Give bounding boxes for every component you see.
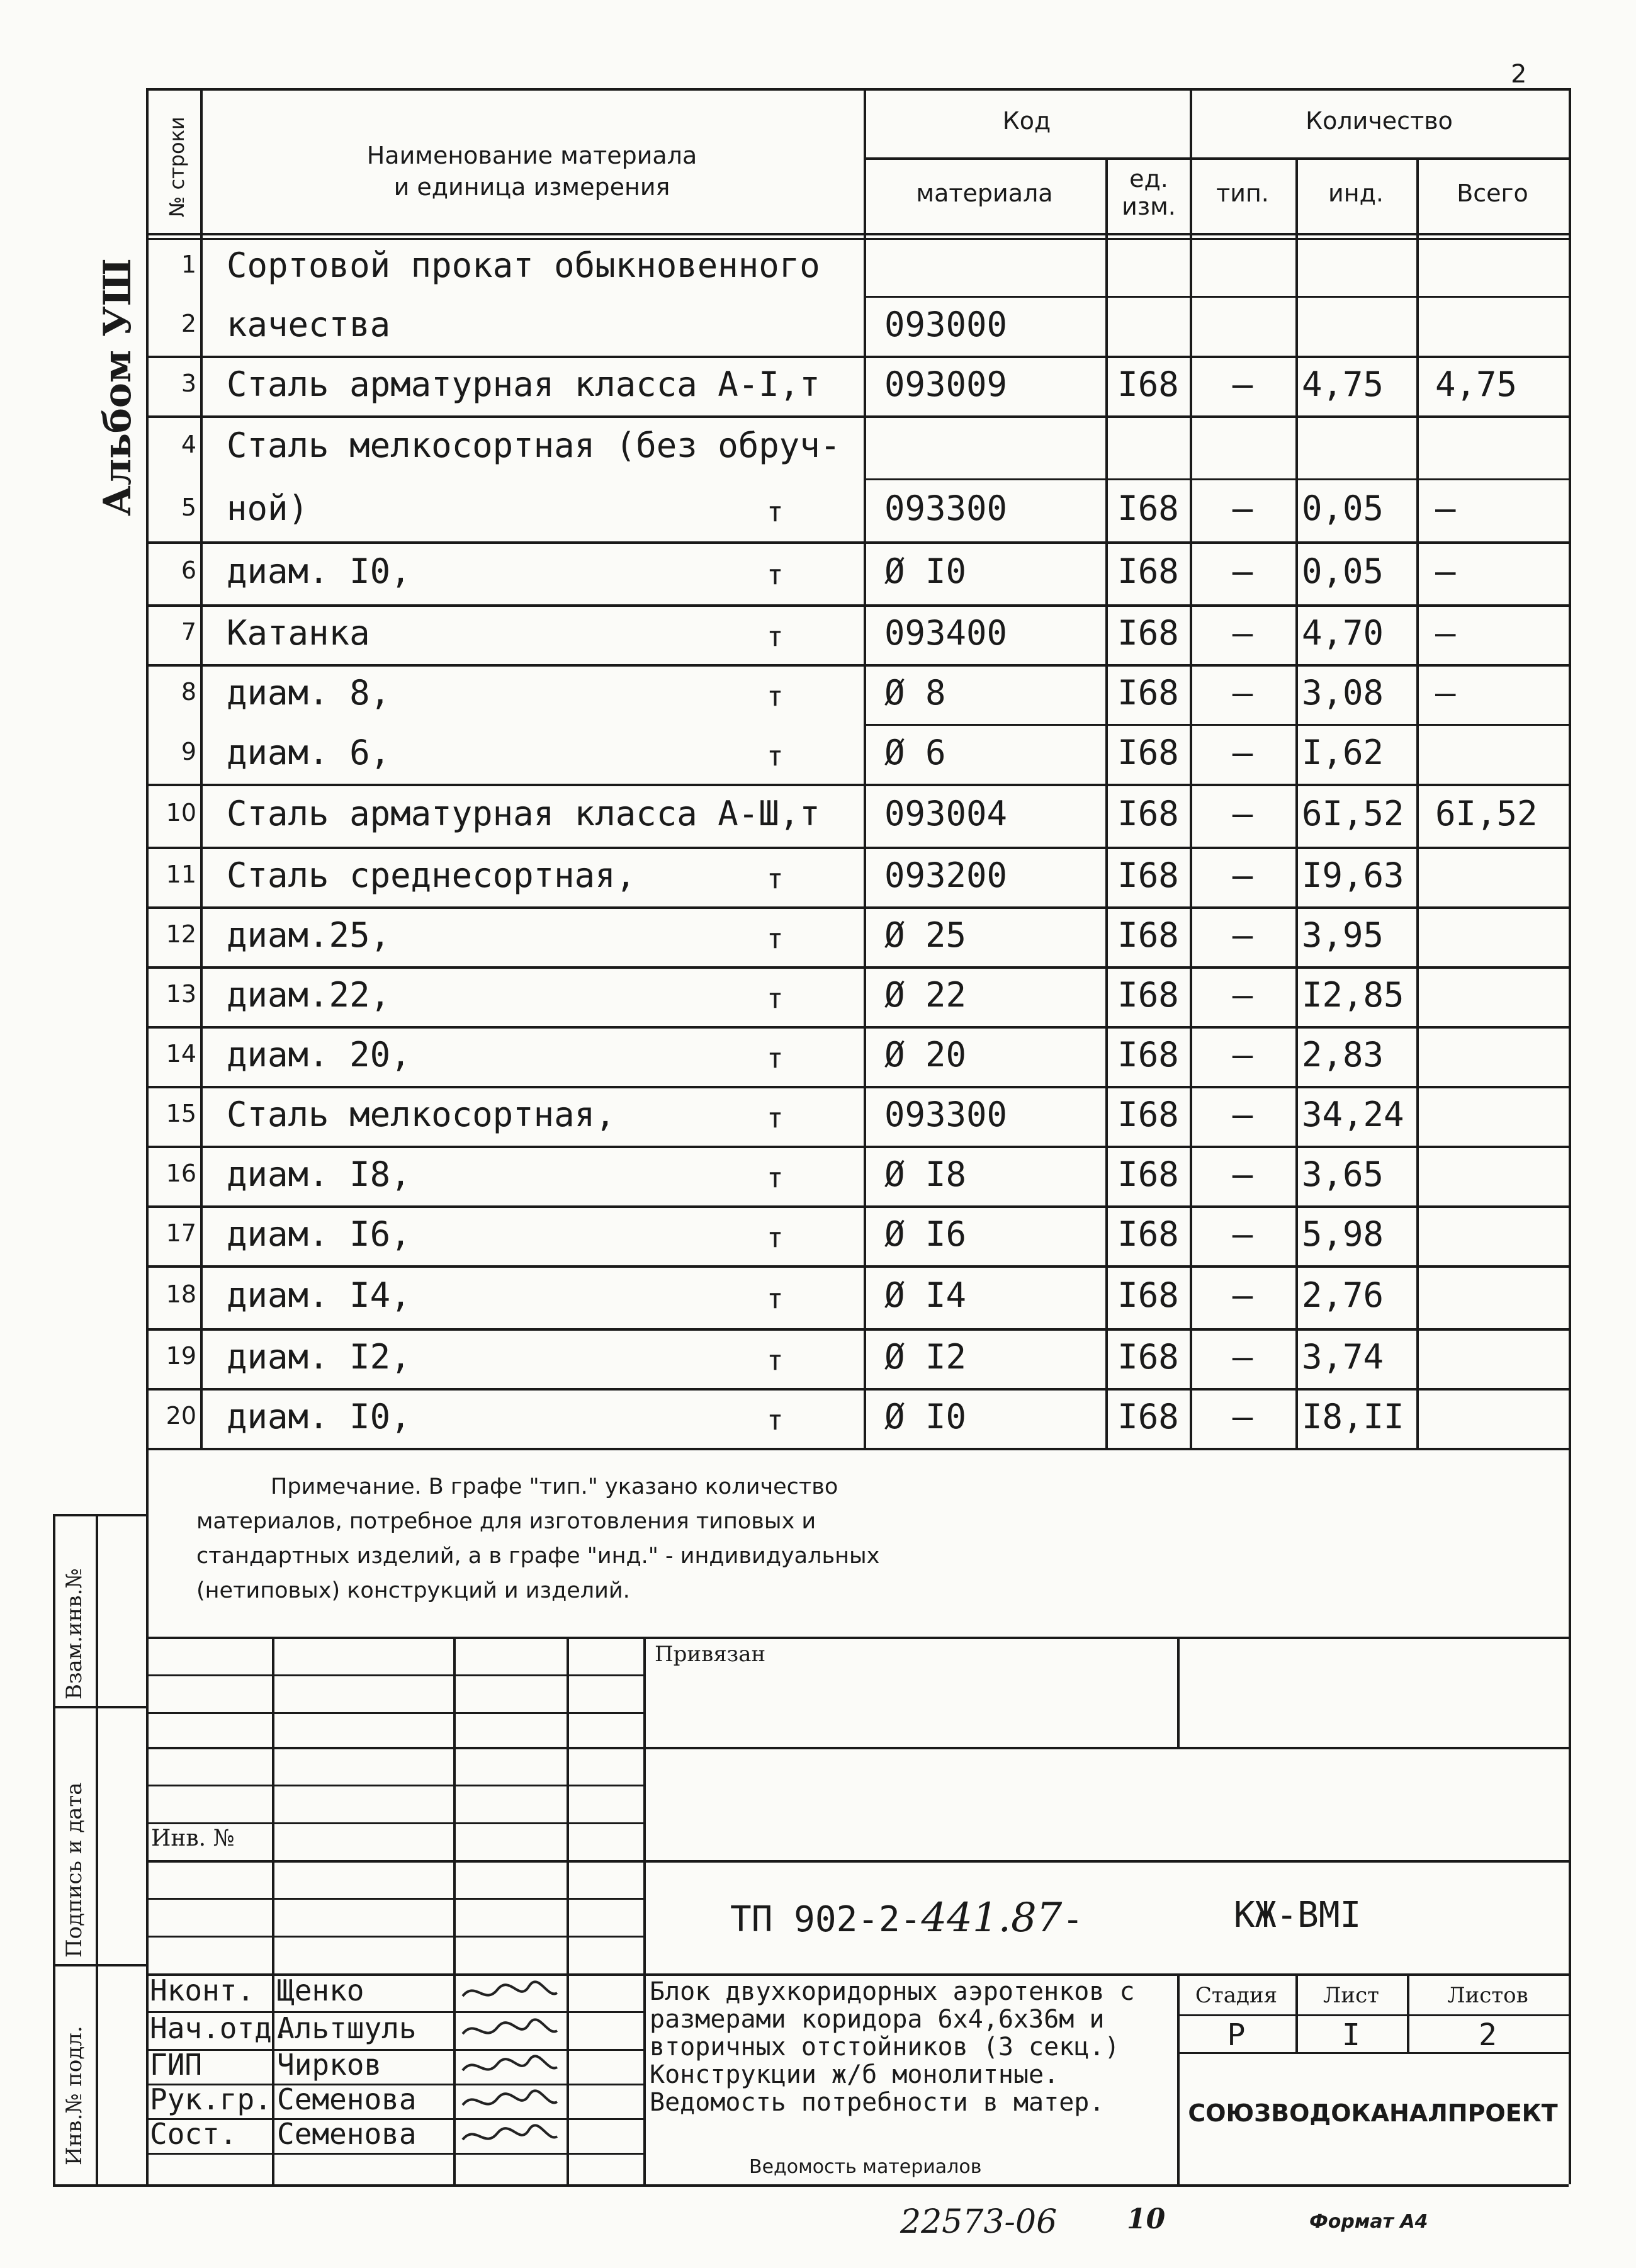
qty-ind: 3,95 [1302,915,1384,955]
signer-role: ГИП [150,2047,203,2082]
qty-typ: – [1232,855,1253,895]
material-code: Ø 22 [884,974,967,1015]
unit-code: I68 [1117,488,1179,528]
sheet-code: КЖ-ВМI [1234,1895,1362,1936]
signer-role: Нконт. [150,1973,255,2007]
material-code: Ø I4 [884,1275,967,1315]
qty-typ: – [1232,1275,1253,1315]
material-name: диам. 8, [227,672,391,713]
unit-code: I68 [1117,612,1179,653]
unit-code: I68 [1117,672,1179,713]
qty-typ: – [1232,732,1253,772]
page-number: 10 [1127,2203,1166,2235]
unit-code: I68 [1117,1336,1179,1377]
unit-code: I68 [1117,1034,1179,1075]
material-unit: т [767,559,784,591]
material-unit: т [767,1283,784,1315]
sheets-label: Листов [1447,1983,1528,2008]
row-number: 9 [181,737,196,765]
stamp-inv-podl: Инв.№ подл. [62,2026,87,2165]
album-label: Альбом УШ [96,258,140,516]
material-code: Ø 20 [884,1034,967,1075]
header-code: Код [1002,107,1051,135]
description-sub: Ведомость материалов [749,2156,982,2178]
doc-code [730,1895,1083,1941]
signer-name: Семенова [277,2082,417,2116]
material-code: Ø I0 [884,1396,967,1436]
material-unit: т [767,740,784,772]
row-number: 20 [166,1401,196,1430]
privyazan-label: Привязан [655,1642,766,1667]
row-number: 13 [166,979,196,1008]
note-line-1: Примечание. В графе "тип." указано количество [271,1474,838,1499]
qty-total: – [1435,672,1456,713]
signer-name: Чирков [277,2047,382,2082]
material-name: диам. I2, [227,1336,411,1377]
qty-typ: – [1232,1214,1253,1254]
qty-typ: – [1232,1396,1253,1436]
qty-ind: I8,II [1302,1396,1404,1436]
material-code: Ø 25 [884,915,967,955]
qty-ind: 3,65 [1302,1154,1384,1194]
qty-ind: 6I,52 [1302,794,1404,833]
qty-ind: 2,76 [1302,1275,1384,1315]
qty-ind: 5,98 [1302,1214,1384,1254]
note-line-3: стандартных изделий, а в графе "инд." - индивидуальных [196,1543,880,1569]
stamp-podpis: Подпись и дата [62,1782,87,1958]
row-number: 16 [166,1159,196,1187]
material-name: Сталь мелкосортная (без обруч- [227,426,841,465]
material-unit: т [767,680,784,713]
header-q-total: Всего [1457,179,1528,207]
unit-code: I68 [1117,1154,1179,1194]
material-name: диам. I4, [227,1275,411,1315]
material-code: 093300 [884,1094,1008,1134]
stage-value: Р [1227,2017,1246,2053]
doc-code-suffix: - [1062,1899,1084,1940]
material-name: качества [227,304,391,344]
qty-ind: 0,05 [1302,488,1384,528]
material-unit: т [767,922,784,955]
signer-role: Рук.гр. [150,2082,272,2116]
qty-total: 4,75 [1435,364,1518,404]
row-number: 6 [181,556,196,584]
row-number: 17 [166,1219,196,1247]
qty-typ: – [1232,551,1253,591]
signature-scribble-icon [460,2121,560,2151]
material-unit: т [767,1404,784,1436]
inv-no-label: Инв. № [151,1825,240,1851]
row-number: 7 [181,618,196,646]
unit-code: I68 [1117,974,1179,1015]
row-number: 10 [166,799,196,827]
material-code: 093000 [884,304,1008,344]
signer-name: Щенко [277,1973,364,2007]
row-number: 19 [166,1341,196,1370]
qty-ind: 34,24 [1302,1094,1404,1134]
row-number: 3 [181,369,196,397]
header-name-line2: и единица измерения [393,173,670,201]
material-code: 093200 [884,855,1008,895]
row-number: 18 [166,1280,196,1308]
material-unit: т [767,1161,784,1194]
row-number: 11 [166,860,196,888]
doc-code-print: ТП 902-2- [730,1899,922,1940]
material-name: диам.25, [227,915,391,955]
qty-typ: – [1232,1034,1253,1075]
material-code: Ø I2 [884,1336,967,1377]
material-code: 093009 [884,364,1008,404]
note-line-4: (нетиповых) конструкций и изделий. [196,1578,630,1603]
qty-typ: – [1232,488,1253,528]
unit-code: I68 [1117,1396,1179,1436]
header-quantity: Количество [1306,107,1453,135]
material-unit: т [767,862,784,895]
unit-code: I68 [1117,855,1179,895]
row-number: 12 [166,920,196,948]
row-number: 15 [166,1099,196,1127]
org-name: СОЮЗВОДОКАНАЛПРОЕКТ [1188,2099,1558,2127]
material-unit: т [767,1102,784,1134]
row-number: 2 [181,309,196,337]
qty-ind: I,62 [1302,732,1384,772]
header-name-line1: Наименование материала [366,142,697,169]
top-mark: 2 [1511,60,1527,89]
qty-typ: – [1232,974,1253,1015]
qty-typ: – [1232,1094,1253,1134]
header-code-unit: ед. изм. [1122,165,1176,220]
qty-ind: I2,85 [1302,974,1404,1015]
material-name: диам. I0, [227,551,411,591]
material-unit: т [767,496,784,528]
material-name: Сталь среднесортная, [227,855,636,895]
material-name: Сталь арматурная класса А-Ш,т [227,794,820,833]
material-code: 093300 [884,488,1008,528]
header-q-typ: тип. [1216,179,1269,207]
material-code: 093400 [884,612,1008,653]
doc-code-hand: 441.87 [921,1895,1063,1941]
sheet-value: I [1342,2017,1360,2053]
material-code: Ø I8 [884,1154,967,1194]
material-name: Сталь мелкосортная, [227,1094,616,1134]
unit-code: I68 [1117,1275,1179,1315]
material-unit: т [767,1042,784,1075]
qty-typ: – [1232,794,1253,833]
material-unit: т [767,982,784,1015]
material-name: диам. I0, [227,1396,411,1436]
material-unit: т [767,1344,784,1377]
sheets-value: 2 [1479,2017,1497,2053]
note-line-2: материалов, потребное для изготовления типовых и [196,1509,816,1534]
material-name: Катанка [227,612,370,653]
order-number: 22573-06 [900,2203,1058,2241]
signer-name: Альтшуль [277,2011,417,2045]
qty-typ: – [1232,612,1253,653]
material-code: Ø I6 [884,1214,967,1254]
qty-typ: – [1232,1154,1253,1194]
sheet-label: Лист [1323,1983,1379,2008]
material-name: Сортовой прокат обыкновенного [227,245,820,285]
qty-ind: 3,08 [1302,672,1384,713]
signature-scribble-icon [460,2086,560,2116]
material-name: диам. 6, [227,732,391,772]
signer-role: Сост. [150,2116,237,2151]
qty-ind: 4,75 [1302,364,1384,404]
qty-ind: 3,74 [1302,1336,1384,1377]
format-label: Формат А4 [1309,2211,1428,2233]
description: Блок двухкоридорных аэротенков с размерами коридора 6х4,6х36м и вторичных отстойников (3 секц.) Конструкции ж/б монолитные. Ведомость потребности в матер. [650,1978,1135,2117]
qty-typ: – [1232,672,1253,713]
material-name: ной) [227,488,309,528]
material-name: Сталь арматурная класса А-I,т [227,364,820,404]
stage-label: Стадия [1195,1983,1278,2008]
row-number: 8 [181,677,196,706]
row-number: 1 [181,251,196,278]
signer-name: Семенова [277,2116,417,2151]
material-name: диам.22, [227,974,391,1015]
header-code-material: материала [916,179,1053,207]
qty-total: – [1435,612,1456,653]
signature-scribble-icon [460,2051,560,2082]
qty-ind: I9,63 [1302,855,1404,895]
unit-code: I68 [1117,732,1179,772]
material-code: 093004 [884,794,1008,833]
signer-role: Нач.отд. [150,2011,290,2045]
stamp-vzam: Взам.инв.№ [62,1568,87,1700]
qty-ind: 2,83 [1302,1034,1384,1075]
qty-ind: 0,05 [1302,551,1384,591]
unit-code: I68 [1117,794,1179,833]
header-row-no: № строки [165,116,189,217]
qty-ind: 4,70 [1302,612,1384,653]
unit-code: I68 [1117,551,1179,591]
qty-typ: – [1232,364,1253,404]
material-code: Ø 8 [884,672,946,713]
qty-total: 6I,52 [1435,794,1538,833]
material-unit: т [767,620,784,653]
row-number: 14 [166,1039,196,1068]
material-code: Ø I0 [884,551,967,591]
unit-code: I68 [1117,364,1179,404]
row-number: 5 [181,494,196,521]
qty-total: – [1435,488,1456,528]
signature-scribble-icon [460,1977,560,2007]
material-name: диам. I8, [227,1154,411,1194]
unit-code: I68 [1117,915,1179,955]
qty-typ: – [1232,1336,1253,1377]
material-name: диам. I6, [227,1214,411,1254]
unit-code: I68 [1117,1094,1179,1134]
material-unit: т [767,1221,784,1254]
signature-scribble-icon [460,2015,560,2045]
material-name: диам. 20, [227,1034,411,1075]
qty-total: – [1435,551,1456,591]
header-q-ind: инд. [1328,179,1384,207]
unit-code: I68 [1117,1214,1179,1254]
row-number: 4 [181,431,196,458]
material-code: Ø 6 [884,732,946,772]
qty-typ: – [1232,915,1253,955]
